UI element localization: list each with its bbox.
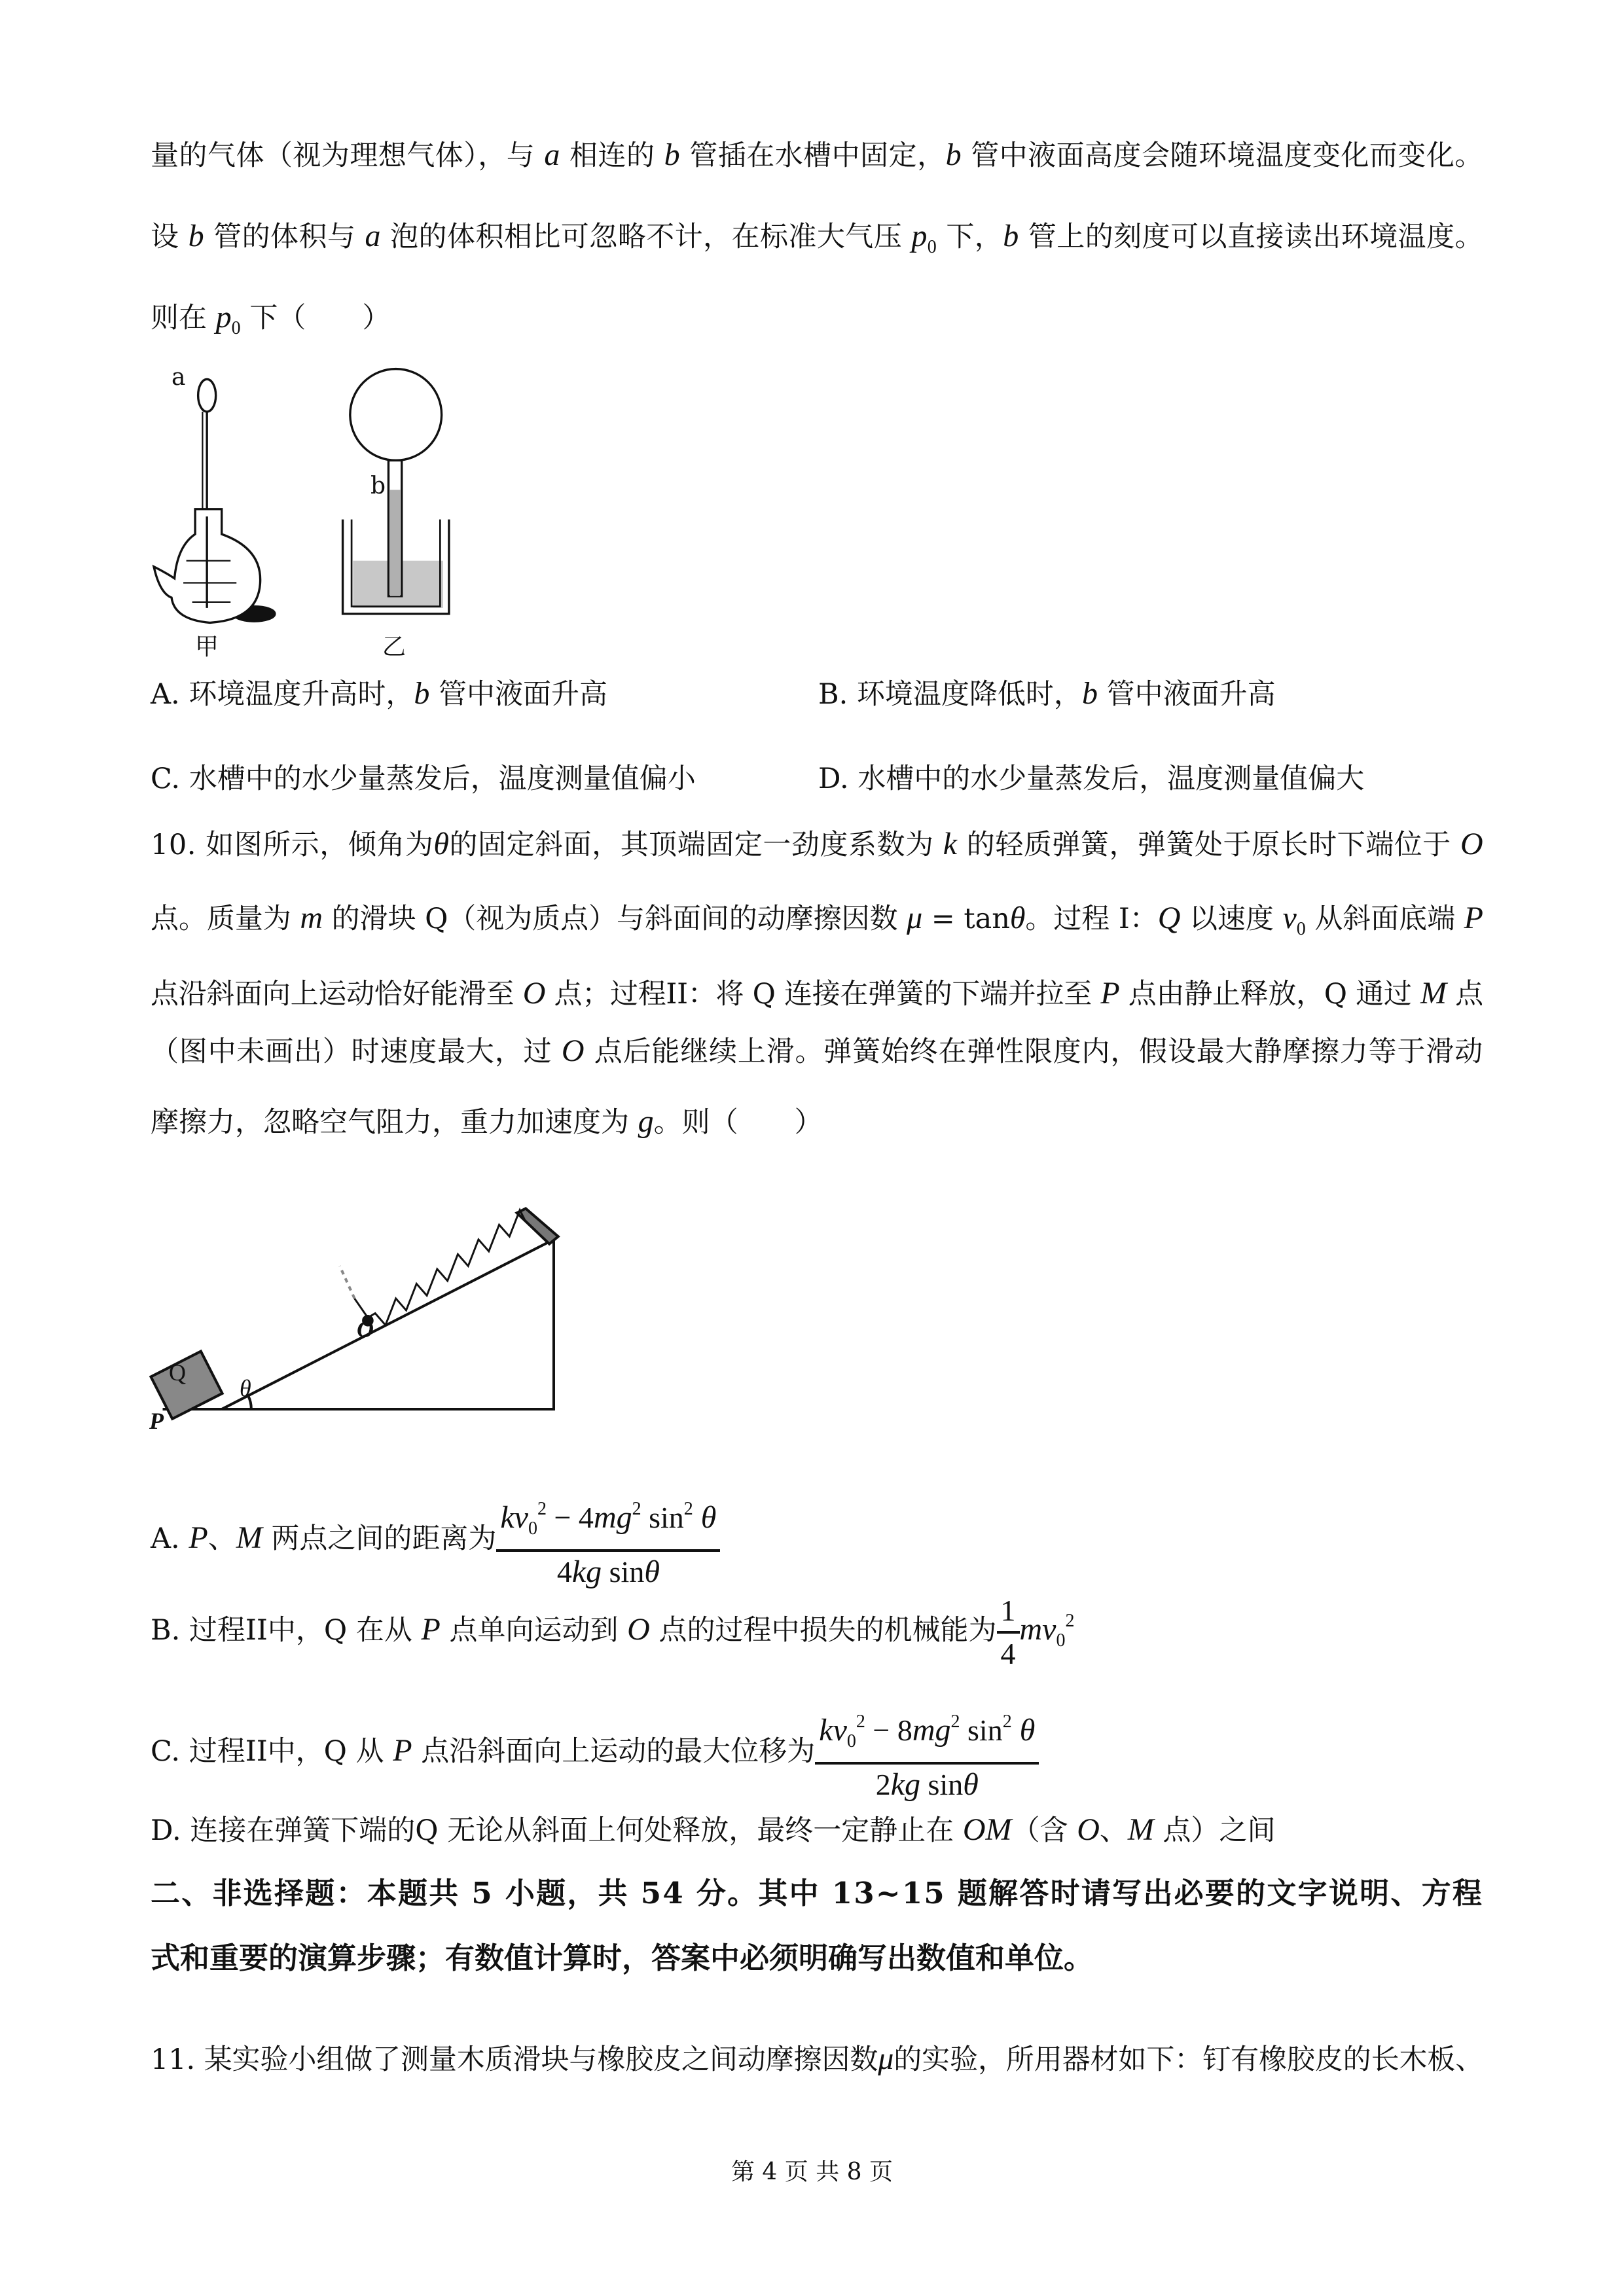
block-label: Q — [169, 1359, 186, 1386]
text-segment: P — [393, 1733, 412, 1768]
q10-text-line — [151, 1031, 1483, 1071]
text-segment: θ — [693, 1500, 717, 1535]
text-segment: mg — [912, 1713, 951, 1748]
text-segment: g — [638, 1104, 654, 1139]
text-segment: 2 — [856, 1712, 865, 1732]
text-segment: 2 — [632, 1499, 641, 1519]
text-segment: 以速度 — [1180, 903, 1283, 935]
text-segment: θ — [963, 1767, 979, 1802]
text-segment: θ — [433, 827, 450, 861]
text-segment: （图中未画出）时速度最大，过 — [151, 1035, 562, 1068]
text-segment: 的固定斜面，其顶端固定一劲度系数为 — [449, 829, 943, 861]
text-segment: b — [1081, 676, 1098, 711]
text-segment: 2 — [683, 1499, 693, 1519]
text-segment: μ — [907, 901, 923, 935]
q10-text-line — [151, 899, 1483, 949]
text-segment: k — [943, 827, 958, 861]
text-segment: OM — [962, 1812, 1012, 1847]
text-segment: θ — [1011, 1713, 1036, 1748]
text-segment: 从斜面底端 — [1305, 903, 1464, 935]
q9-option-a — [151, 674, 607, 714]
text-segment: − 4 — [546, 1501, 594, 1534]
text-segment: mv — [1019, 1612, 1056, 1647]
angle-label: θ — [240, 1375, 251, 1401]
tube-label: b — [370, 473, 386, 499]
text-segment: v — [1282, 901, 1297, 935]
text-segment: 量的气体（视为理想气体），与 — [151, 139, 545, 172]
text-segment: sin — [641, 1501, 684, 1534]
section-heading — [151, 1939, 1093, 1978]
q11-text-line — [151, 2039, 1483, 2079]
text-segment: 2 — [1065, 1611, 1075, 1631]
point-o-label: O — [357, 1316, 374, 1342]
q9-text-line — [151, 217, 1483, 267]
q10-text-line — [151, 825, 1483, 865]
q9-option-b — [818, 674, 1276, 714]
text-segment: D. 连接在弹簧下端的Q 无论从斜面上何处释放，最终一定静止在 — [151, 1814, 963, 1847]
denominator — [815, 1765, 1039, 1805]
text-segment: Q — [1157, 901, 1181, 935]
q10-text-line — [151, 1102, 823, 1142]
text-segment: 的实验，所用器材如下：钉有橡胶皮的长木板、 — [893, 2043, 1484, 2076]
text-segment: μ — [878, 2041, 894, 2076]
text-segment: 点 — [1446, 978, 1483, 1011]
text-segment: 下（ ） — [240, 302, 391, 334]
text-segment: 点单向运动到 — [440, 1614, 628, 1647]
text-segment: C. 过程II中，Q 从 — [151, 1735, 393, 1768]
text-segment: sin — [920, 1768, 964, 1801]
text-segment: A. — [151, 1522, 189, 1555]
text-segment: O — [627, 1612, 650, 1647]
text-segment: （含 — [1011, 1814, 1077, 1847]
text-segment: p — [215, 300, 232, 334]
text-segment: a — [544, 137, 560, 172]
text-segment: 0 — [528, 1518, 537, 1539]
text-segment: 相连的 — [560, 139, 664, 172]
text-segment: = tan — [922, 903, 1010, 935]
text-segment: kv — [500, 1500, 528, 1535]
numerator — [997, 1590, 1020, 1634]
text-segment: 摩擦力，忽略空气阻力，重力加速度为 — [151, 1106, 638, 1139]
text-segment: 式和重要的演算步骤；有数值计算时，答案中必须明确写出数值和单位。 — [151, 1941, 1094, 1975]
text-segment: m — [300, 901, 323, 935]
fraction — [496, 1489, 720, 1592]
text-segment: 点；过程II：将 Q 连接在弹簧的下端并拉至 — [545, 978, 1101, 1011]
text-segment: C. 水槽中的水少量蒸发后，温度测量值偏小 — [151, 762, 696, 795]
q10-text-line — [151, 974, 1483, 1014]
page-footer: 第 4 页 共 8 页 — [731, 2159, 893, 2185]
text-segment: 2 — [1002, 1712, 1012, 1732]
text-segment: O — [1460, 827, 1484, 861]
text-segment: 点。质量为 — [151, 903, 300, 935]
text-segment: 、 — [208, 1522, 236, 1555]
text-segment: 0 — [1296, 919, 1306, 939]
text-segment: θ — [1009, 901, 1026, 935]
text-segment: 的轻质弹簧，弹簧处于原长时下端位于 — [957, 829, 1461, 861]
q10-option-b — [151, 1590, 1074, 1674]
q9-text-line — [151, 135, 1483, 175]
text-segment: M — [236, 1520, 262, 1555]
figure-label-yi: 乙 — [382, 634, 406, 660]
text-segment: 点沿斜面向上运动恰好能滑至 — [151, 978, 523, 1011]
text-segment: sin — [960, 1713, 1003, 1747]
text-segment: M — [1127, 1812, 1154, 1847]
text-segment: 管中液面升高 — [1097, 678, 1276, 711]
section-heading — [151, 1874, 1483, 1913]
text-segment: O — [522, 976, 546, 1011]
text-segment: 2 — [950, 1712, 960, 1732]
text-segment: 。则（ ） — [653, 1106, 823, 1139]
figure-label-jia: 甲 — [195, 634, 219, 660]
incline-figure — [151, 1208, 558, 1418]
text-segment: B. 过程II中，Q 在从 — [151, 1614, 422, 1647]
fraction — [997, 1590, 1020, 1674]
denominator — [496, 1552, 720, 1592]
text-segment: 管上的刻度可以直接读出环境温度。 — [1019, 221, 1484, 253]
q10-option-a — [151, 1489, 720, 1592]
text-segment: O — [561, 1033, 585, 1068]
text-segment: 二、非选择题：本题共 5 小题，共 54 分。其中 13~15 题解答时请写出必要的文字说明、方程 — [151, 1876, 1484, 1910]
q10-option-c — [151, 1702, 1039, 1805]
point-p-label: P — [149, 1408, 164, 1434]
text-segment: 两点之间的距离为 — [262, 1522, 497, 1555]
text-segment: P — [1464, 901, 1483, 935]
q10-option-d — [151, 1810, 1276, 1850]
text-segment: 点）之间 — [1153, 1814, 1276, 1847]
text-segment: P — [189, 1520, 208, 1555]
text-segment: b — [664, 137, 681, 172]
text-segment: 点沿斜面向上运动的最大位移为 — [412, 1735, 816, 1768]
text-segment: 11. 某实验小组做了测量木质滑块与橡胶皮之间动摩擦因数 — [151, 2043, 878, 2076]
text-segment: 2 — [537, 1499, 547, 1519]
text-segment: 。过程 I： — [1025, 903, 1158, 935]
text-segment: 管中液面高度会随环境温度变化而变化。 — [962, 139, 1483, 172]
text-segment: 0 — [231, 318, 241, 338]
text-segment: sin — [602, 1555, 645, 1588]
text-segment: p — [911, 219, 928, 253]
text-segment: kg — [571, 1554, 602, 1589]
text-segment: 的滑块 Q（视为质点）与斜面间的动摩擦因数 — [323, 903, 907, 935]
text-segment: b — [188, 219, 205, 253]
text-segment: θ — [644, 1554, 660, 1589]
denominator — [997, 1634, 1020, 1674]
text-segment: 泡的体积相比可忽略不计，在标准大气压 — [380, 221, 912, 253]
text-segment: M — [1420, 976, 1447, 1011]
text-segment: kg — [890, 1767, 921, 1802]
bulb-tube-figure — [343, 369, 449, 614]
numerator — [496, 1489, 720, 1552]
text-segment: B. 环境温度降低时， — [818, 678, 1082, 711]
text-segment: 则在 — [151, 302, 216, 334]
fraction — [815, 1702, 1039, 1805]
text-segment: O — [1077, 1812, 1100, 1847]
text-segment: 0 — [1056, 1630, 1066, 1651]
text-segment: mg — [593, 1500, 632, 1535]
q9-text-line — [151, 298, 390, 348]
text-segment: P — [1100, 976, 1120, 1011]
text-segment: 、 — [1099, 1814, 1128, 1847]
text-segment: D. 水槽中的水少量蒸发后，温度测量值偏大 — [818, 762, 1365, 795]
text-segment: 1 — [1000, 1594, 1016, 1627]
text-segment: kv — [819, 1713, 847, 1748]
bulb-label: a — [171, 364, 186, 391]
text-segment: 点后能继续上滑。弹簧始终在弹性限度内，假设最大静摩擦力等于滑动 — [585, 1035, 1483, 1068]
numerator — [815, 1702, 1039, 1765]
text-segment: 点由静止释放，Q 通过 — [1119, 978, 1420, 1011]
text-segment: 0 — [846, 1731, 856, 1751]
text-segment: a — [365, 219, 381, 253]
text-segment: P — [421, 1612, 441, 1647]
text-segment: b — [1003, 219, 1019, 253]
text-segment: 10. 如图所示，倾角为 — [151, 829, 434, 861]
text-segment: 设 — [151, 221, 189, 253]
text-segment: 4 — [556, 1555, 572, 1588]
galileo-thermometer-figure — [154, 379, 275, 622]
text-segment: 管的体积与 — [204, 221, 365, 253]
text-segment: 点的过程中损失的机械能为 — [649, 1614, 997, 1647]
text-segment: 管中液面升高 — [429, 678, 608, 711]
text-segment: b — [945, 137, 962, 172]
text-segment: A. 环境温度升高时， — [151, 678, 414, 711]
text-segment: 4 — [1000, 1637, 1016, 1670]
text-segment: b — [414, 676, 430, 711]
q9-option-c — [151, 759, 696, 798]
q9-option-d — [818, 759, 1364, 798]
text-segment: 0 — [927, 237, 937, 257]
text-segment: − 8 — [865, 1713, 912, 1747]
text-segment: 管插在水槽中固定， — [680, 139, 946, 172]
text-segment: 下， — [937, 221, 1003, 253]
text-segment: 2 — [875, 1768, 891, 1801]
